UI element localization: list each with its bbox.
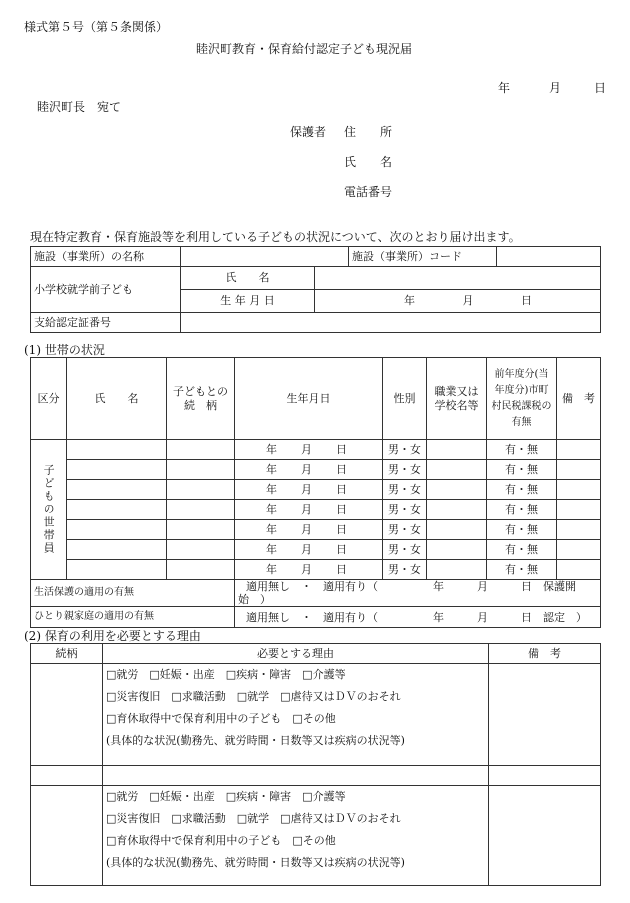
member-job-field[interactable] — [427, 460, 487, 480]
member-job-field[interactable] — [427, 480, 487, 500]
member-name-field[interactable] — [67, 440, 167, 460]
member-sex[interactable]: 男・女 — [383, 520, 427, 540]
form-number: 様式第５号（第５条関係） — [24, 20, 169, 34]
reason-block — [103, 786, 489, 886]
member-job-field[interactable] — [427, 520, 487, 540]
member-birth[interactable]: 年 月 日 — [235, 480, 383, 500]
date-day: 日 — [594, 81, 607, 95]
facility-table — [30, 246, 601, 333]
member-job-field[interactable] — [427, 540, 487, 560]
facility-name-label: 施設（事業所）の名称 — [31, 247, 181, 267]
child-name-label: 氏 名 — [181, 267, 315, 290]
member-note-field[interactable] — [557, 560, 601, 580]
member-tax[interactable]: 有・無 — [487, 480, 557, 500]
member-note-field[interactable] — [557, 500, 601, 520]
reason-line[interactable]: □育休取得中で保育利用中の子ども □その他 — [106, 712, 336, 725]
member-note-field[interactable] — [557, 440, 601, 460]
facility-name-field[interactable] — [181, 247, 349, 267]
member-name-field[interactable] — [67, 560, 167, 580]
member-job-field[interactable] — [427, 560, 487, 580]
welfare-value[interactable]: 適用無し ・ 適用有り（ 年 月 日 保護開始 ） — [235, 580, 601, 607]
welfare-label: 生活保護の適用の有無 — [31, 580, 235, 607]
member-sex[interactable]: 男・女 — [383, 440, 427, 460]
member-job-field[interactable] — [427, 500, 487, 520]
member-tax[interactable]: 有・無 — [487, 500, 557, 520]
reason-detail: (具体的な状況(勤務先、就労時間・日数等又は疾病の状況等) — [106, 734, 405, 747]
reason-relation-field[interactable] — [31, 664, 103, 766]
hdr-birth: 生年月日 — [235, 358, 383, 440]
guardian-label: 保護者 — [290, 125, 327, 139]
facility-code-label: 施設（事業所）コード — [349, 247, 497, 267]
reason-note-gap — [489, 766, 601, 786]
member-sex[interactable]: 男・女 — [383, 460, 427, 480]
member-tax[interactable]: 有・無 — [487, 560, 557, 580]
facility-code-field[interactable] — [497, 247, 601, 267]
reason-hdr-relation: 続柄 — [31, 644, 103, 664]
reason-relation-field[interactable] — [31, 786, 103, 886]
household-table — [30, 357, 601, 628]
member-note-field[interactable] — [557, 520, 601, 540]
child-birth-field[interactable] — [315, 290, 601, 313]
member-relation-field[interactable] — [167, 440, 235, 460]
child-label: 小学校就学前子ども — [31, 267, 181, 313]
date-month: 月 — [549, 81, 562, 95]
reason-hdr-reason: 必要とする理由 — [103, 644, 489, 664]
reason-detail: (具体的な状況(勤務先、就労時間・日数等又は疾病の状況等) — [106, 856, 405, 869]
member-sex[interactable]: 男・女 — [383, 480, 427, 500]
member-name-field[interactable] — [67, 520, 167, 540]
guardian-address-label: 住 所 — [344, 125, 393, 139]
member-note-field[interactable] — [557, 460, 601, 480]
guardian-phone-label: 電話番号 — [344, 185, 393, 199]
birth-year: 年 — [404, 294, 415, 308]
member-note-field[interactable] — [557, 540, 601, 560]
member-job-field[interactable] — [427, 440, 487, 460]
member-name-field[interactable] — [67, 480, 167, 500]
reason-note-field[interactable] — [489, 786, 601, 886]
member-relation-field[interactable] — [167, 500, 235, 520]
birth-day: 日 — [521, 294, 532, 308]
member-tax[interactable]: 有・無 — [487, 540, 557, 560]
reason-table — [30, 643, 601, 886]
child-name-field[interactable] — [315, 267, 601, 290]
section1-title: (1) 世帯の状況 — [24, 343, 105, 357]
reason-line[interactable]: □災害復旧 □求職活動 □就学 □虐待又はＤＶのおそれ — [106, 812, 401, 825]
hdr-sex: 性別 — [383, 358, 427, 440]
member-tax[interactable]: 有・無 — [487, 460, 557, 480]
member-birth[interactable]: 年 月 日 — [235, 460, 383, 480]
reason-note-field[interactable] — [489, 664, 601, 766]
cert-field[interactable] — [181, 313, 601, 333]
hdr-tax: 前年度分(当年度分)市町村民税課税の有無 — [487, 358, 557, 440]
reason-block — [103, 664, 489, 766]
addressee: 睦沢町長 宛て — [37, 100, 122, 114]
member-note-field[interactable] — [557, 480, 601, 500]
member-label: 子どもの世帯員 — [42, 464, 56, 555]
hdr-name: 氏 名 — [67, 358, 167, 440]
reason-line[interactable]: □就労 □妊娠・出産 □疾病・障害 □介護等 — [106, 668, 346, 681]
reason-relation-gap — [31, 766, 103, 786]
form-title: 睦沢町教育・保育給付認定子ども現況届 — [196, 42, 413, 56]
member-sex[interactable]: 男・女 — [383, 500, 427, 520]
member-relation-field[interactable] — [167, 480, 235, 500]
birth-month: 月 — [462, 294, 474, 308]
member-relation-field[interactable] — [167, 520, 235, 540]
member-birth[interactable]: 年 月 日 — [235, 500, 383, 520]
hdr-relation: 子どもとの続 柄 — [167, 358, 235, 440]
single-parent-value[interactable]: 適用無し ・ 適用有り（ 年 月 日 認定 ） — [235, 607, 601, 628]
member-relation-field[interactable] — [167, 560, 235, 580]
member-sex[interactable]: 男・女 — [383, 540, 427, 560]
single-parent-label: ひとり親家庭の適用の有無 — [31, 607, 235, 628]
member-birth[interactable]: 年 月 日 — [235, 540, 383, 560]
section2-title: (2) 保育の利用を必要とする理由 — [24, 629, 201, 643]
member-relation-field[interactable] — [167, 460, 235, 480]
member-name-field[interactable] — [67, 460, 167, 480]
member-label-cell — [31, 440, 67, 580]
reason-hdr-note: 備 考 — [489, 644, 601, 664]
hdr-kubun: 区分 — [31, 358, 67, 440]
cert-label: 支給認定証番号 — [31, 313, 181, 333]
intro-text: 現在特定教育・保育施設等を利用している子どもの状況について、次のとおり届け出ます。 — [30, 230, 521, 244]
member-birth[interactable]: 年 月 日 — [235, 520, 383, 540]
hdr-note: 備 考 — [557, 358, 601, 440]
reason-detail-field[interactable] — [103, 766, 489, 786]
guardian-name-label: 氏 名 — [344, 155, 393, 169]
member-name-field[interactable] — [67, 540, 167, 560]
child-birth-label: 生 年 月 日 — [181, 290, 315, 313]
member-birth[interactable]: 年 月 日 — [235, 560, 383, 580]
member-tax[interactable]: 有・無 — [487, 440, 557, 460]
reason-line[interactable]: □育休取得中で保育利用中の子ども □その他 — [106, 834, 336, 847]
date-year: 年 — [498, 81, 511, 95]
member-relation-field[interactable] — [167, 540, 235, 560]
reason-line[interactable]: □就労 □妊娠・出産 □疾病・障害 □介護等 — [106, 790, 346, 803]
reason-line[interactable]: □災害復旧 □求職活動 □就学 □虐待又はＤＶのおそれ — [106, 690, 401, 703]
member-birth[interactable]: 年 月 日 — [235, 440, 383, 460]
member-sex[interactable]: 男・女 — [383, 560, 427, 580]
hdr-job: 職業又は学校名等 — [427, 358, 487, 440]
member-name-field[interactable] — [67, 500, 167, 520]
member-tax[interactable]: 有・無 — [487, 520, 557, 540]
